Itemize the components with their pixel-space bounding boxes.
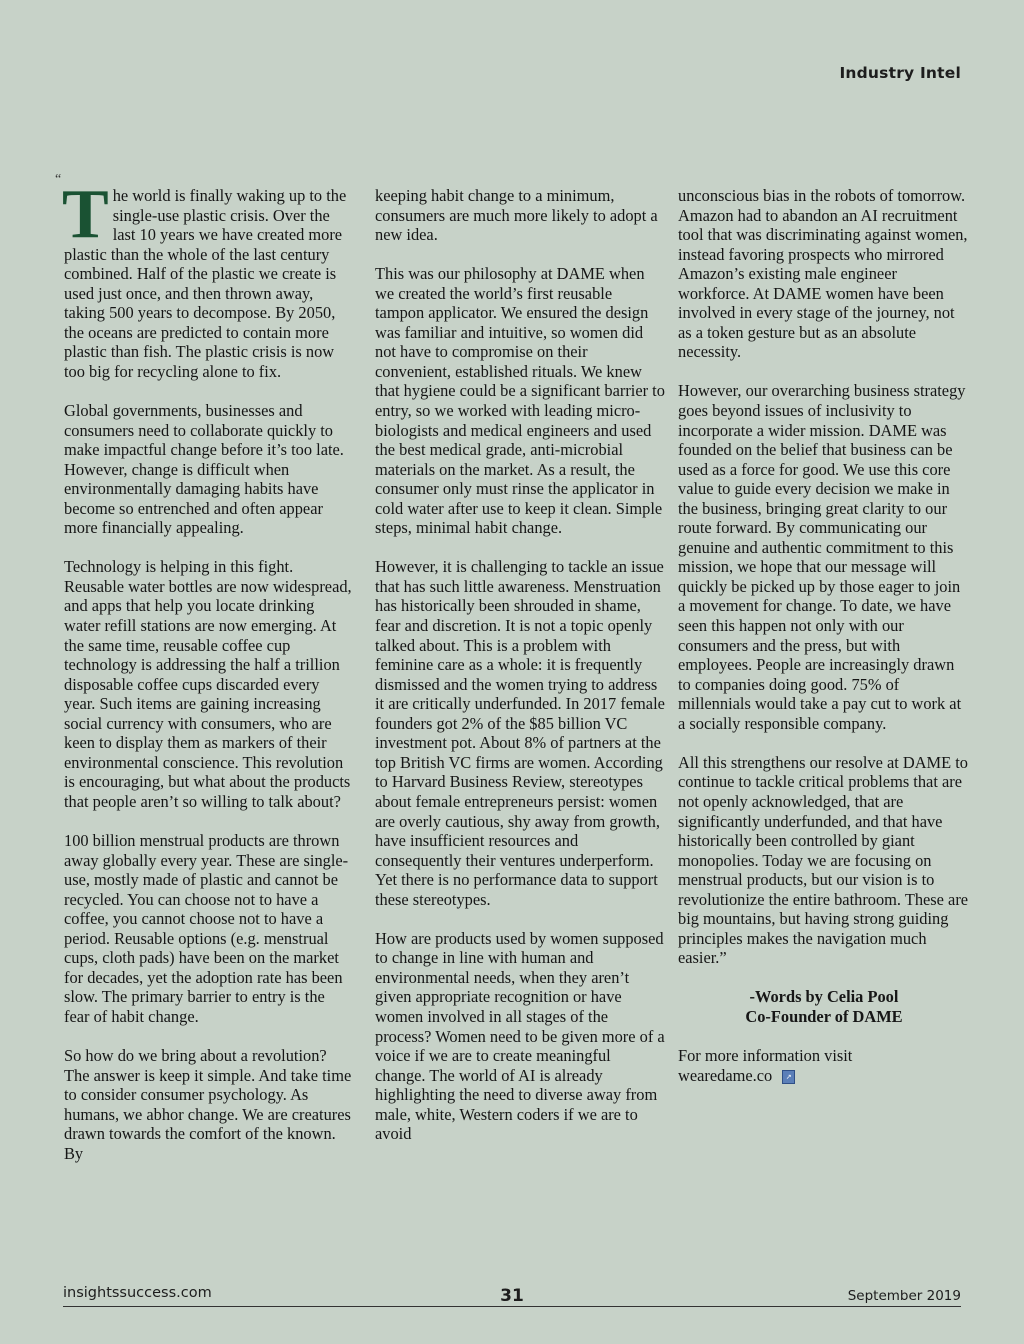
link-annotation-icon[interactable]: ↗ — [782, 1070, 795, 1084]
paragraph: keeping habit change to a minimum, consumers are much more likely to adopt a new idea. — [375, 186, 658, 245]
paragraph: So how do we bring about a revolution? The answer is keep it simple. And take time to consider consumer psychology. As humans, we abhor change. We are creatures drawn towards the comfort of the known. By — [64, 1046, 352, 1163]
article-column-3 — [678, 186, 970, 1085]
paragraph: All this strengthens our resolve at DAME to continue to tackle critical problems that are not openly acknowledged, that are significantly underfunded, and that have historically been controlled by giant monopolies. Today we are focusing on menstrual products, but our vision is to revolutionize the entire bathroom. These are big mountains, but having strong guiding principles makes the navigation much easier.” — [678, 752, 969, 968]
author-name: -Words by Celia Pool — [749, 987, 899, 1007]
paragraph: Global governments, businesses and consumers need to collaborate quickly to make impactful change before it’s too late. However, change is difficult when environmentally damaging habits have become so entrenched and often appear more financially appealing. — [64, 401, 344, 538]
paragraph: unconscious bias in the robots of tomorrow. Amazon had to abandon an AI recruitment tool that was discriminating against women, instead favoring prospects who mirrored Amazon’s existing male engineer workforce. At DAME women have been involved in every stage of the journey, not as a token gesture but as an absolute necessity. — [678, 186, 968, 362]
article-column-2 — [375, 186, 665, 1144]
paragraph: However, it is challenging to tackle an issue that has such little awareness. Menstruation has historically been shrouded in shame, fear and discretion. It is not a topic openly talked about. This is a problem with feminine care as a whole: it is frequently dismissed and the women trying to address it are critically underfunded. In 2017 female founders got 2% of the $85 billion VC investment pot. About 8% of partners at the top British VC firms are women. According to Harvard Business Review, stereotypes about female entrepreneurs persist: women are overly cautious, shy away from growth, have insufficient resources and consequently their ventures underperform. Yet there is no performance data to support these stereotypes. — [375, 557, 665, 909]
author-title: Co-Founder of DAME — [745, 1006, 903, 1026]
drop-cap: T — [62, 176, 109, 253]
website-link[interactable]: wearedame.co — [678, 1065, 773, 1085]
paragraph: However, our overarching business strategy goes beyond issues of inclusivity to incorporate a wider mission. DAME was founded on the belief that business can be used as a force for good. We use this core value to guide every decision we make in the business, bringing great clarity to our route forward. By communicating our genuine and authentic commitment to this mission, we hope that our message will quickly be picked up by those eager to join a movement for change. To date, we have seen this happen not only with our consumers and the press, but with employees. People are increasingly drawn to companies doing good. 75% of millennials would take a pay cut to work at a socially responsible company. — [678, 381, 966, 733]
paragraph: This was our philosophy at DAME when we created the world’s first reusable tampon applicator. We ensured the design was familiar and intuitive, so women did not have to compromise on their convenient, established rituals. We knew that hygiene could be a significant barrier to entry, so we worked with leading micro-biologists and medical engineers and used the best medical grade, anti-microbial materials on the market. As a result, the consumer only must rinse the applicator in cold water after use to keep it clean. Simple steps, minimal habit change. — [375, 264, 665, 538]
paragraph: How are products used by women supposed to change in line with human and environmental needs, when they aren’t given appropriate recognition or have women involved in all stages of the process? Women need to be given more of a voice if we are to create meaningful change. The world of AI is already highlighting the need to diverse away from male, white, Western coders if we are to avoid — [375, 928, 665, 1144]
section-label: Industry Intel — [839, 64, 961, 82]
paragraph: 100 billion menstrual products are thrown away globally every year. These are single-use, mostly made of plastic and cannot be recycled. You can choose not to have a coffee, you cannot choose not to have a period. Reusable options (e.g. menstrual cups, cloth pads) have been on the market for decades, yet the adoption rate has been slow. The primary barrier to entry is the fear of habit change. — [64, 831, 349, 1026]
more-info — [678, 1046, 970, 1085]
paragraph-text: he world is finally waking up to the single-use plastic crisis. Over the last 10 years we have created more plastic than the whole of the last century combined. Half of the plastic we create is used just once, and then thrown away, taking 500 years to decompose. By 2050, the oceans are predicted to contain more plastic than fish. The plastic crisis is now too big for recycling alone to fix. — [64, 186, 347, 381]
article-column-1 — [62, 176, 352, 1163]
open-quote-mark: “ — [55, 172, 62, 187]
more-info-text: For more information visit — [678, 1046, 853, 1066]
author-signature — [678, 987, 970, 1026]
footer-divider — [63, 1306, 961, 1307]
paragraph — [62, 176, 352, 381]
page-number: 31 — [500, 1286, 524, 1306]
issue-date: September 2019 — [847, 1288, 961, 1304]
paragraph: Technology is helping in this fight. Reusable water bottles are now widespread, and apps that help you locate drinking water refill stations are now emerging. At the same time, reusable coffee cup technology is addressing the half a trillion disposable coffee cups discarded every year. Such items are gaining increasing social currency with consumers, who are keen to display them as markers of their environmental conscience. This revolution is encouraging, but what about the products that people aren’t so willing to talk about? — [64, 557, 352, 811]
footer-website: insightssuccess.com — [63, 1285, 212, 1301]
